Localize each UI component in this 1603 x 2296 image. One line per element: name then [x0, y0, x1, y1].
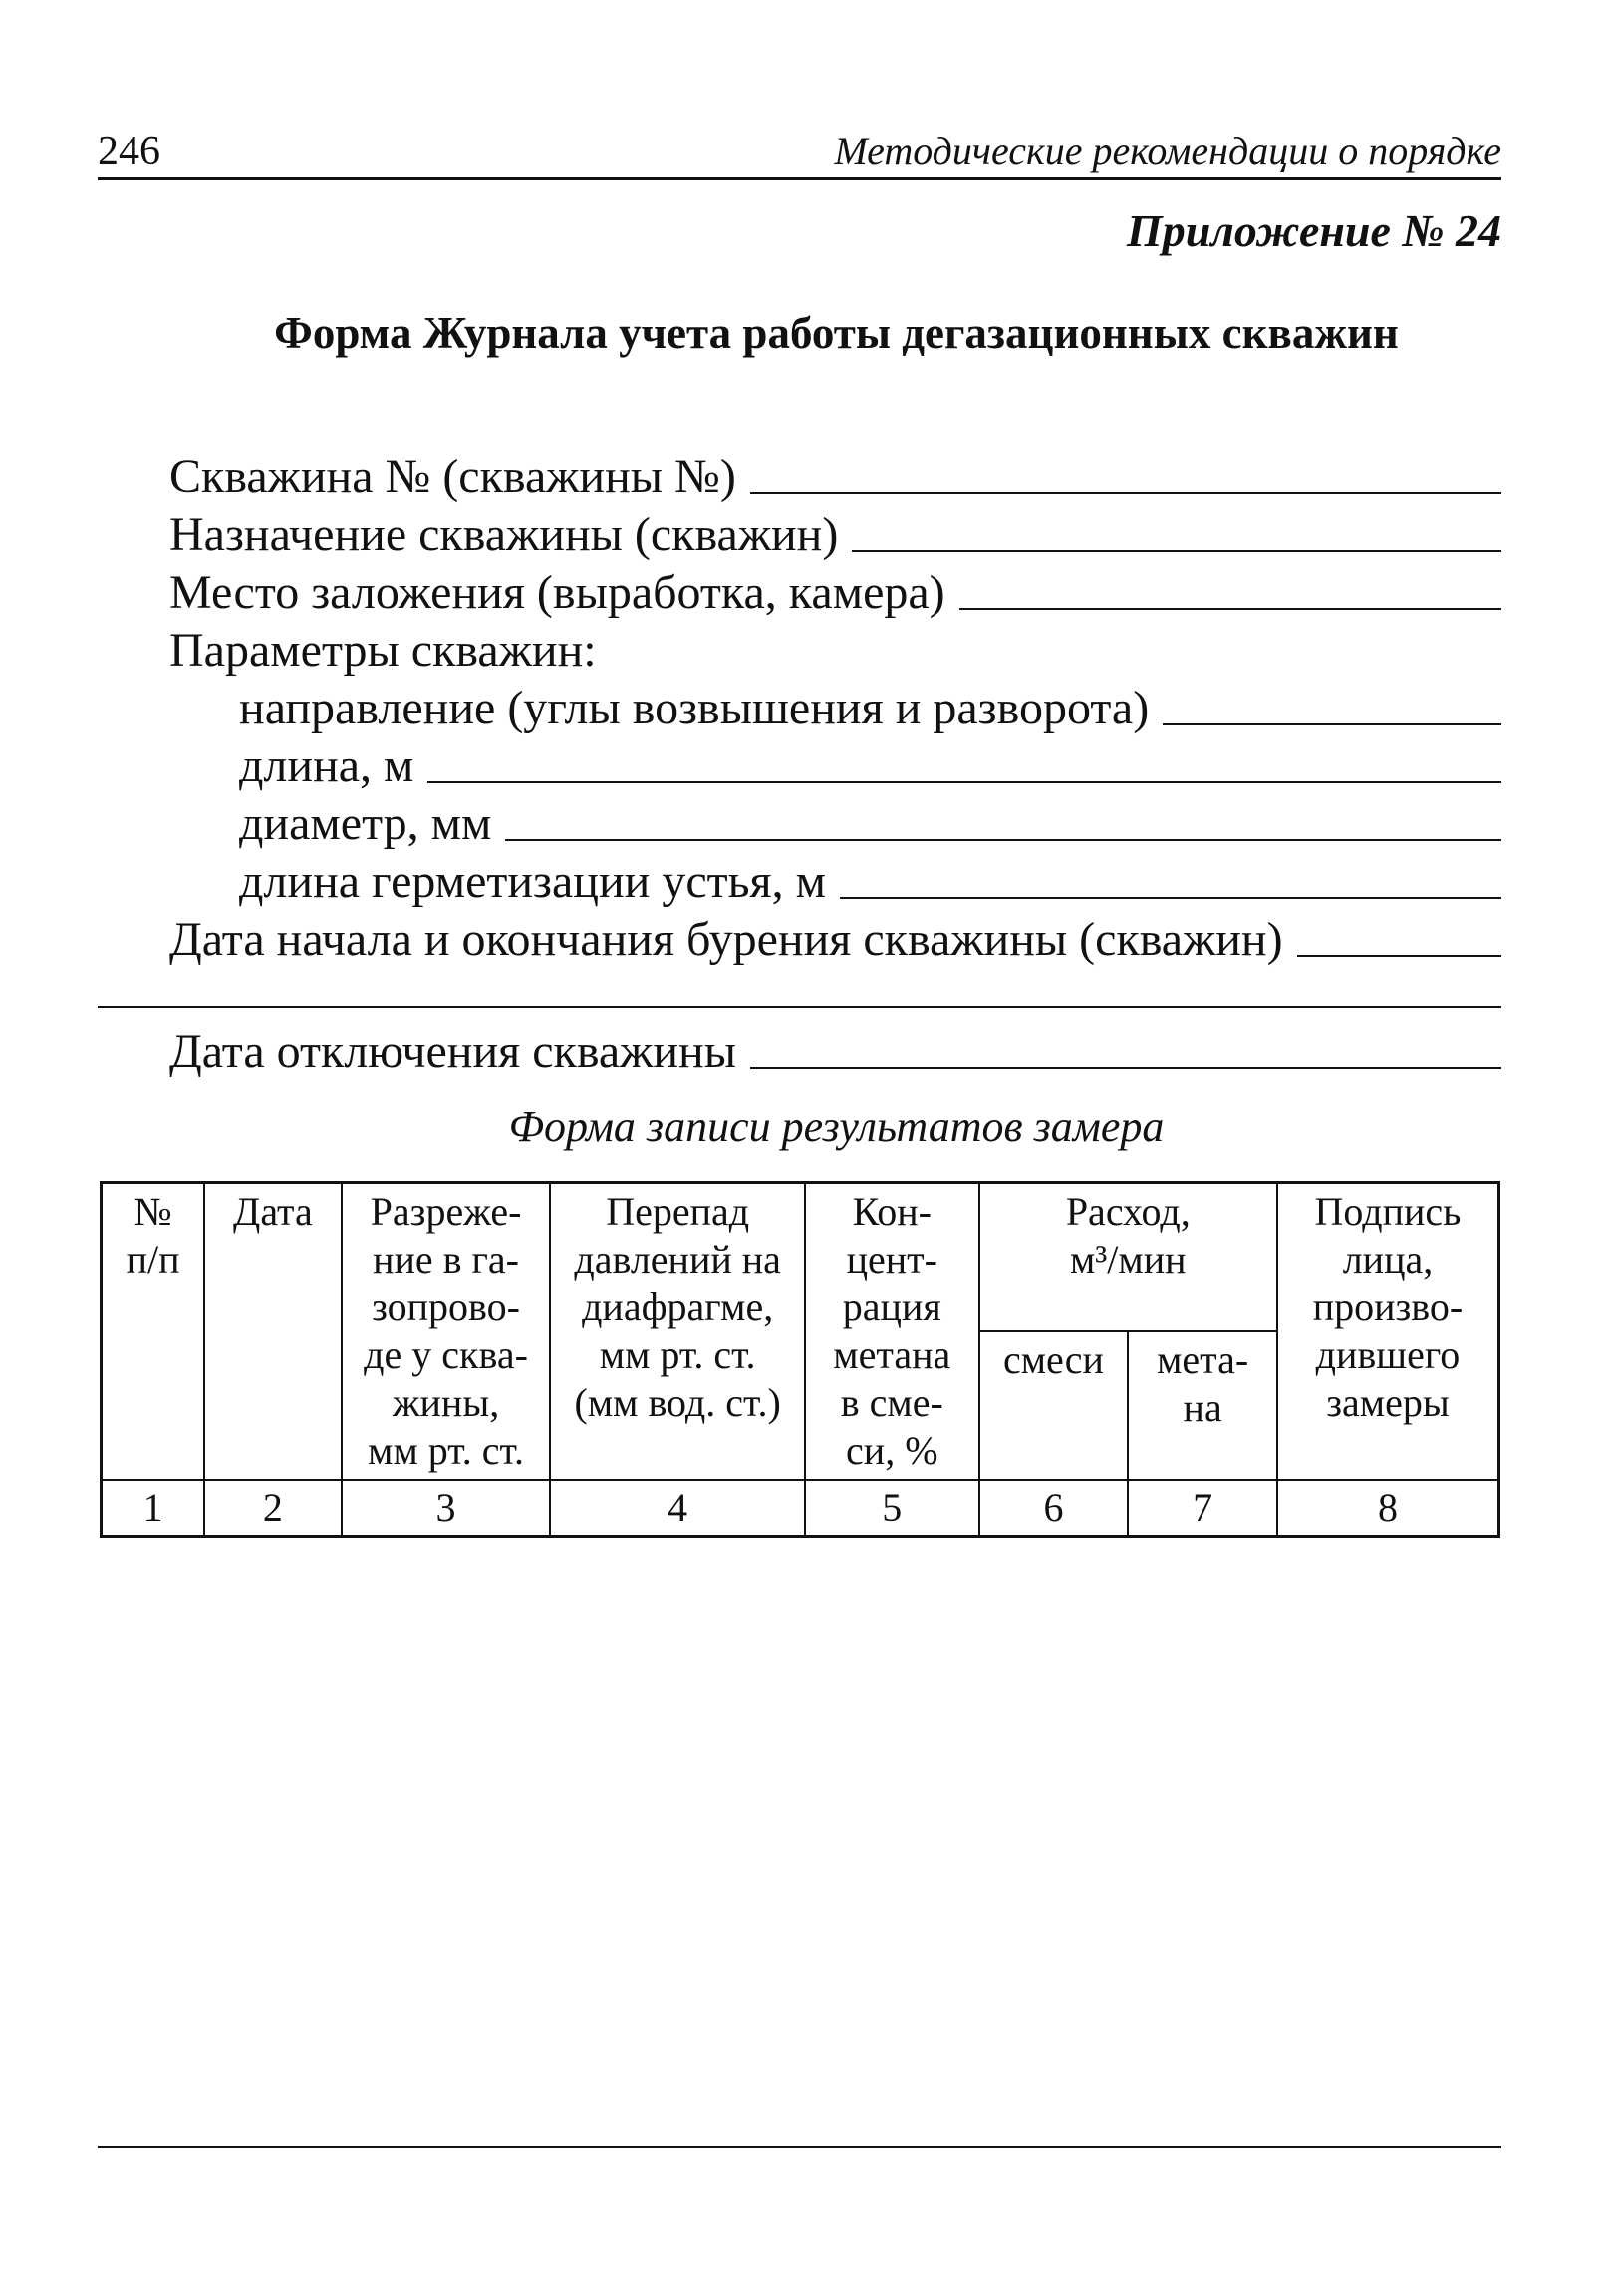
fill-line — [750, 1067, 1501, 1069]
column-number-cell: 4 — [550, 1480, 805, 1537]
field-disconnect-date — [169, 1021, 1501, 1079]
form-field-row — [169, 735, 1501, 793]
fill-line — [840, 897, 1501, 899]
column-number-cell: 6 — [979, 1480, 1129, 1537]
column-number-cell: 8 — [1277, 1480, 1499, 1537]
field-label: длина герметизации устья, м — [239, 855, 826, 908]
form-field-row — [169, 620, 1501, 678]
column-number-cell: 3 — [342, 1480, 551, 1537]
header-no: № п/п — [102, 1183, 205, 1481]
form-field-row — [169, 446, 1501, 504]
field-label: Дата отключения скважины — [169, 1025, 736, 1078]
full-width-line — [98, 1006, 1501, 1008]
fill-line — [1163, 723, 1501, 725]
header-pressure-drop: Перепад давлений на диафрагме, мм рт. ст. (мм вод. ст.) — [550, 1183, 805, 1481]
field-label: Дата начала и окончания бурения скважины (скважин) — [169, 913, 1283, 966]
appendix-label: Приложение № 24 — [1126, 205, 1501, 256]
fill-line — [852, 550, 1501, 552]
header-vacuum: Разреже- ние в га- зопрово- де у сква- жины, мм рт. ст. — [342, 1183, 551, 1481]
header-flow: Расход, м³/мин — [979, 1183, 1277, 1332]
measurement-table — [100, 1181, 1500, 1538]
fill-line — [959, 608, 1501, 610]
column-number-cell: 1 — [102, 1480, 205, 1537]
running-head: Методические рекомендации о порядке — [834, 129, 1501, 173]
column-number-cell: 5 — [805, 1480, 979, 1537]
fill-line — [750, 492, 1501, 494]
header-signature: Подпись лица, произво- дившего замеры — [1277, 1183, 1499, 1481]
header-concentration: Кон- цент- рация метана в сме- си, % — [805, 1183, 979, 1481]
form-field-row — [169, 851, 1501, 909]
field-label: Скважина № (скважины №) — [169, 450, 736, 503]
field-label: длина, м — [239, 739, 414, 792]
form-title: Форма Журнала учета работы дегазационных скважин — [274, 308, 1399, 358]
field-label: диаметр, мм — [239, 797, 492, 850]
bottom-rule — [98, 2146, 1501, 2148]
page-number: 246 — [98, 129, 160, 174]
form-field-row — [169, 678, 1501, 735]
field-label: Параметры скважин: — [169, 624, 597, 677]
form-field-row — [169, 504, 1501, 562]
form-field-row — [169, 793, 1501, 851]
column-number-cell: 7 — [1128, 1480, 1277, 1537]
table-caption: Форма записи результатов замера — [508, 1102, 1165, 1151]
fields-block — [169, 446, 1501, 967]
fill-line — [427, 781, 1501, 783]
form-field-row — [169, 562, 1501, 620]
field-label: Назначение скважины (скважин) — [169, 508, 839, 561]
header-flow-methane: мета- на — [1128, 1331, 1277, 1480]
field-label: Место заложения (выработка, камера) — [169, 566, 945, 619]
form-field-row — [169, 909, 1501, 967]
fill-line — [1297, 955, 1501, 957]
header-flow-mixture: смеси — [979, 1331, 1129, 1480]
column-number-cell: 2 — [204, 1480, 342, 1537]
header-rule — [98, 177, 1501, 180]
fill-line — [505, 839, 1501, 841]
field-label: направление (углы возвышения и разворота) — [239, 682, 1150, 734]
header-date: Дата — [204, 1183, 342, 1481]
